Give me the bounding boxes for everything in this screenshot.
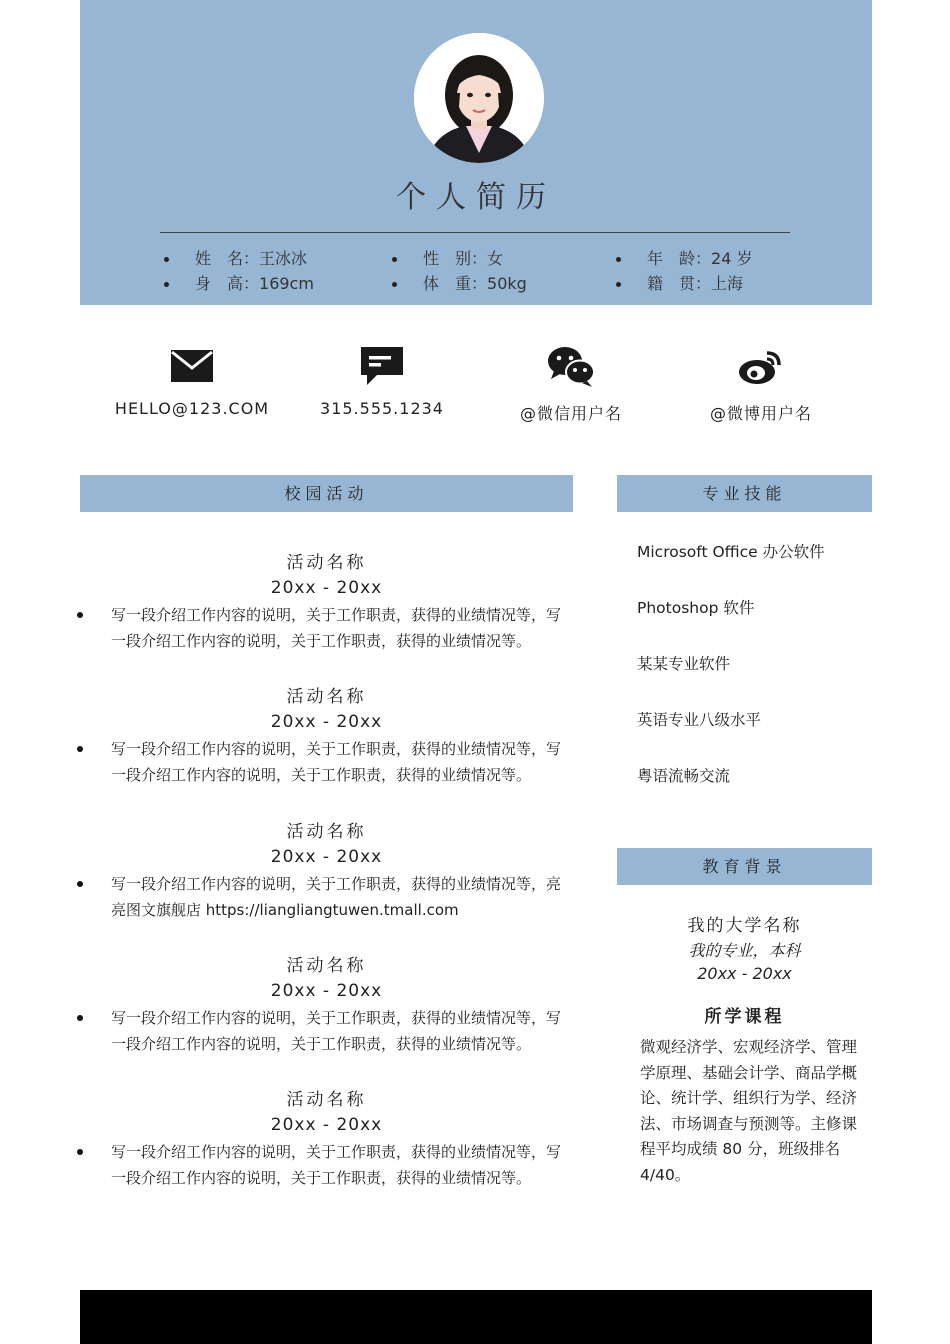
school-name: 我的大学名称 <box>687 916 802 936</box>
activity-desc: 写一段介绍工作内容的说明，关于工作职责，获得的业绩情况等，写一段介绍工作内容的说明，关于工作职责，获得的业绩情况等。 <box>80 1005 573 1057</box>
activities-heading: 校园活动 <box>80 475 573 512</box>
info-column-2 <box>392 246 527 296</box>
activity-item <box>80 954 573 1057</box>
activity-item <box>80 685 573 788</box>
contact-wechat[interactable] <box>476 345 666 424</box>
resume-title: 个人简历 <box>396 180 556 215</box>
header-divider <box>160 232 790 233</box>
mail-icon <box>169 345 215 385</box>
chat-icon <box>359 345 405 385</box>
activity-name: 活动名称 <box>286 822 367 842</box>
contact-email[interactable] <box>97 345 287 418</box>
activity-date: 20xx - 20xx <box>270 712 383 732</box>
skill-item: 某某专业软件 <box>637 655 731 673</box>
activity-desc: 写一段介绍工作内容的说明，关于工作职责，获得的业绩情况等，亮亮图文旗舰店 https://liangliangtuwen.tmall.com <box>80 871 573 923</box>
activity-name: 活动名称 <box>286 1090 367 1110</box>
weibo-text: @微博用户名 <box>709 404 812 423</box>
study-years: 20xx - 20xx <box>697 964 792 983</box>
info-weight: 体 重：50kg <box>392 271 527 296</box>
info-column-3 <box>616 246 752 296</box>
phone-text: 315.555.1234 <box>320 399 444 418</box>
contact-phone[interactable] <box>287 345 477 418</box>
skill-item: Photoshop 软件 <box>637 599 755 617</box>
activity-item <box>80 820 573 923</box>
weibo-icon <box>737 345 785 387</box>
contact-weibo[interactable] <box>666 345 856 424</box>
activity-date: 20xx - 20xx <box>270 981 383 1001</box>
info-height: 身 高：169cm <box>164 271 314 296</box>
activity-desc: 写一段介绍工作内容的说明，关于工作职责，获得的业绩情况等，写一段介绍工作内容的说明，关于工作职责，获得的业绩情况等。 <box>80 602 573 654</box>
info-name: 姓 名：王冰冰 <box>164 246 314 271</box>
info-hometown: 籍 贯：上海 <box>616 271 752 296</box>
activity-name: 活动名称 <box>286 553 367 573</box>
wechat-text: @微信用户名 <box>519 404 622 423</box>
activity-date: 20xx - 20xx <box>270 1115 383 1135</box>
activity-item <box>80 551 573 654</box>
activity-date: 20xx - 20xx <box>270 847 383 867</box>
skill-item: 粤语流畅交流 <box>637 767 731 785</box>
activity-name: 活动名称 <box>286 956 367 976</box>
info-age: 年 龄：24 岁 <box>616 246 752 271</box>
activity-name: 活动名称 <box>286 687 367 707</box>
courses-text: 微观经济学、宏观经济学、管理学原理、基础会计学、商品学概论、统计学、组织行为学、经济法、市场调查与预测等。主修课程平均成绩 80 分，班级排名 4/40。 <box>640 1038 858 1184</box>
activity-item <box>80 1088 573 1191</box>
header-banner <box>80 0 872 305</box>
activity-desc: 写一段介绍工作内容的说明，关于工作职责，获得的业绩情况等，写一段介绍工作内容的说明，关于工作职责，获得的业绩情况等。 <box>80 1139 573 1191</box>
education-heading: 教育背景 <box>617 848 872 885</box>
skills-heading: 专业技能 <box>617 475 872 512</box>
activity-date: 20xx - 20xx <box>270 578 383 598</box>
profile-photo <box>414 33 544 163</box>
info-column-1 <box>164 246 314 296</box>
activity-desc: 写一段介绍工作内容的说明，关于工作职责，获得的业绩情况等，写一段介绍工作内容的说明，关于工作职责，获得的业绩情况等。 <box>80 736 573 788</box>
info-gender: 性 别：女 <box>392 246 527 271</box>
email-text: HELLO@123.COM <box>114 399 270 418</box>
courses-title: 所学课程 <box>704 1007 785 1027</box>
wechat-icon <box>546 345 596 387</box>
skill-item: Microsoft Office 办公软件 <box>637 543 825 561</box>
major: 我的专业，本科 <box>688 941 801 960</box>
resume-page <box>80 0 872 1344</box>
footer-bar <box>80 1290 872 1344</box>
skill-item: 英语专业八级水平 <box>637 711 762 729</box>
